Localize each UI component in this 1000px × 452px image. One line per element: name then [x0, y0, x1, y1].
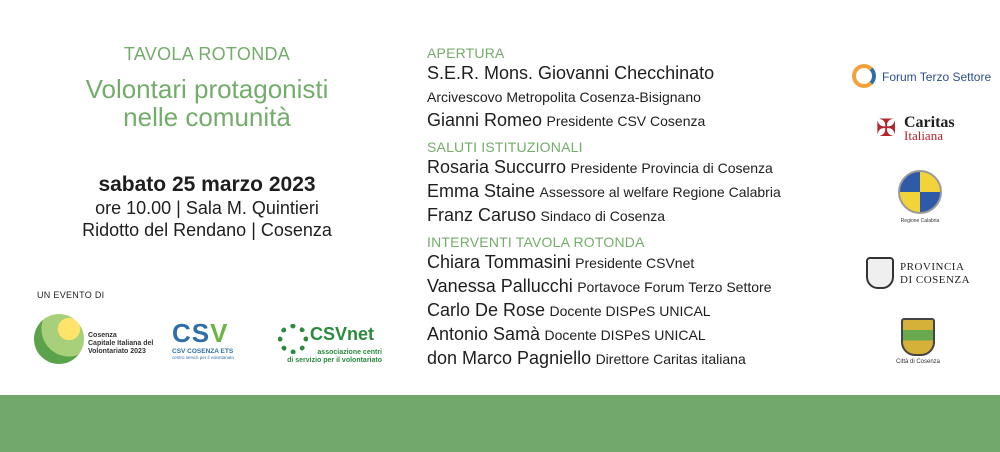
speaker-role: Sindaco di Cosenza: [540, 208, 666, 224]
section-title: INTERVENTI TAVOLA ROTONDA: [427, 234, 645, 250]
event-title-line-2: nelle comunità: [123, 102, 291, 132]
speaker-row: [427, 347, 847, 371]
speaker-role: Direttore Caritas italiana: [595, 351, 746, 367]
section-title: SALUTI ISTITUZIONALI: [427, 139, 583, 155]
speaker-role: Presidente CSV Cosenza: [546, 113, 706, 129]
caritas-italiana-logo: [874, 114, 974, 148]
speaker-row: [427, 180, 847, 204]
forum-swirl-icon: [852, 64, 876, 88]
csv-name: CSV COSENZA ETS: [172, 348, 234, 355]
speaker-role: Docente DISPeS UNICAL: [549, 303, 711, 319]
speaker-name: Franz Caruso: [427, 205, 537, 225]
speaker-name: Vanessa Pallucchi: [427, 276, 573, 296]
cosenza-volontariato-logo: [34, 312, 164, 368]
citta-cosenza-logo: [890, 318, 946, 370]
event-title: [40, 75, 374, 131]
caritas-cross-icon: ✠: [876, 115, 897, 142]
event-time-place: ore 10.00 | Sala M. Quintieri: [95, 198, 319, 218]
speaker-row: [427, 86, 847, 109]
cosenza-logo-line-3: Volontariato 2023: [88, 348, 146, 355]
speaker-role: Portavoce Forum Terzo Settore: [577, 279, 772, 295]
csvnet-desc-line-1: associazione centri: [317, 349, 382, 356]
speaker-name: S.E.R. Mons. Giovanni Checchinato: [427, 63, 715, 83]
csv-tagline: centro servizi per il volontariato: [172, 355, 235, 360]
event-title-line-1: Volontari protagonisti: [85, 74, 329, 104]
speaker-role: Presidente Provincia di Cosenza: [570, 160, 773, 176]
provincia-name-line-1: PROVINCIA: [900, 261, 965, 273]
speaker-name: Emma Staine: [427, 181, 536, 201]
speaker-row: [427, 109, 847, 133]
footer-band: [0, 395, 1000, 452]
speaker-name: Antonio Samà: [427, 324, 541, 344]
cosenza-logo-line-2: Capitale Italiana del: [88, 340, 154, 347]
provincia-name: [900, 261, 970, 287]
csv-mark-v: V: [210, 318, 229, 348]
caritas-name-line-2: Italiana: [904, 128, 943, 143]
section-interventi: [427, 233, 847, 371]
regione-calabria-logo: [892, 170, 948, 232]
speaker-row: [427, 299, 847, 323]
speaker-role: Docente DISPeS UNICAL: [544, 327, 706, 343]
section-saluti: [427, 138, 847, 228]
speaker-row: [427, 323, 847, 347]
cosenza-circle-icon: [34, 314, 84, 364]
csvnet-logo: [278, 322, 388, 366]
forum-name: Forum Terzo Settore: [882, 70, 992, 84]
csvnet-desc: [278, 349, 382, 365]
event-header: [40, 44, 374, 241]
speaker-name: Chiara Tommasini: [427, 252, 571, 272]
caritas-name-line-1: Caritas: [904, 114, 955, 131]
csv-mark-cs: CS: [172, 318, 211, 348]
speaker-name: Carlo De Rose: [427, 300, 546, 320]
speaker-row: [427, 62, 847, 86]
calabria-caption: Regione Calabria: [900, 218, 940, 224]
promoter-label: UN EVENTO DI: [37, 290, 105, 300]
speaker-role: Arcivescovo Metropolita Cosenza-Bisignano: [427, 89, 701, 105]
speaker-name: don Marco Pagniello: [427, 348, 592, 368]
section-apertura: [427, 44, 847, 133]
calabria-emblem-icon: [898, 170, 942, 214]
csv-mark: [172, 320, 262, 346]
citta-caption: Città di Cosenza: [895, 359, 941, 365]
cosenza-logo-line-1: Cosenza: [88, 332, 117, 339]
speaker-row: [427, 275, 847, 299]
event-type: TAVOLA ROTONDA: [123, 44, 291, 64]
event-venue: Ridotto del Rendano | Cosenza: [82, 220, 332, 240]
csvnet-name: CSVnet: [310, 324, 375, 344]
speaker-role: Presidente CSVnet: [575, 255, 695, 271]
citta-crest-icon: [901, 318, 935, 356]
program: [427, 44, 847, 371]
speaker-role: Assessore al welfare Regione Calabria: [539, 184, 781, 200]
event-date: sabato 25 marzo 2023: [98, 173, 316, 196]
section-title: APERTURA: [427, 45, 505, 61]
provincia-cosenza-logo: [866, 257, 976, 291]
csvnet-desc-line-2: di servizio per il volontariato: [287, 357, 382, 364]
speaker-row: [427, 251, 847, 275]
provincia-name-line-2: DI COSENZA: [900, 274, 971, 286]
cosenza-logo-text: [88, 332, 153, 356]
csv-cosenza-logo: [172, 320, 262, 366]
speaker-name: Gianni Romeo: [427, 110, 543, 130]
speaker-name: Rosaria Succurro: [427, 157, 567, 177]
provincia-crest-icon: [866, 257, 894, 289]
speaker-row: [427, 156, 847, 180]
forum-terzo-settore-logo: [852, 62, 992, 92]
speaker-row: [427, 204, 847, 228]
